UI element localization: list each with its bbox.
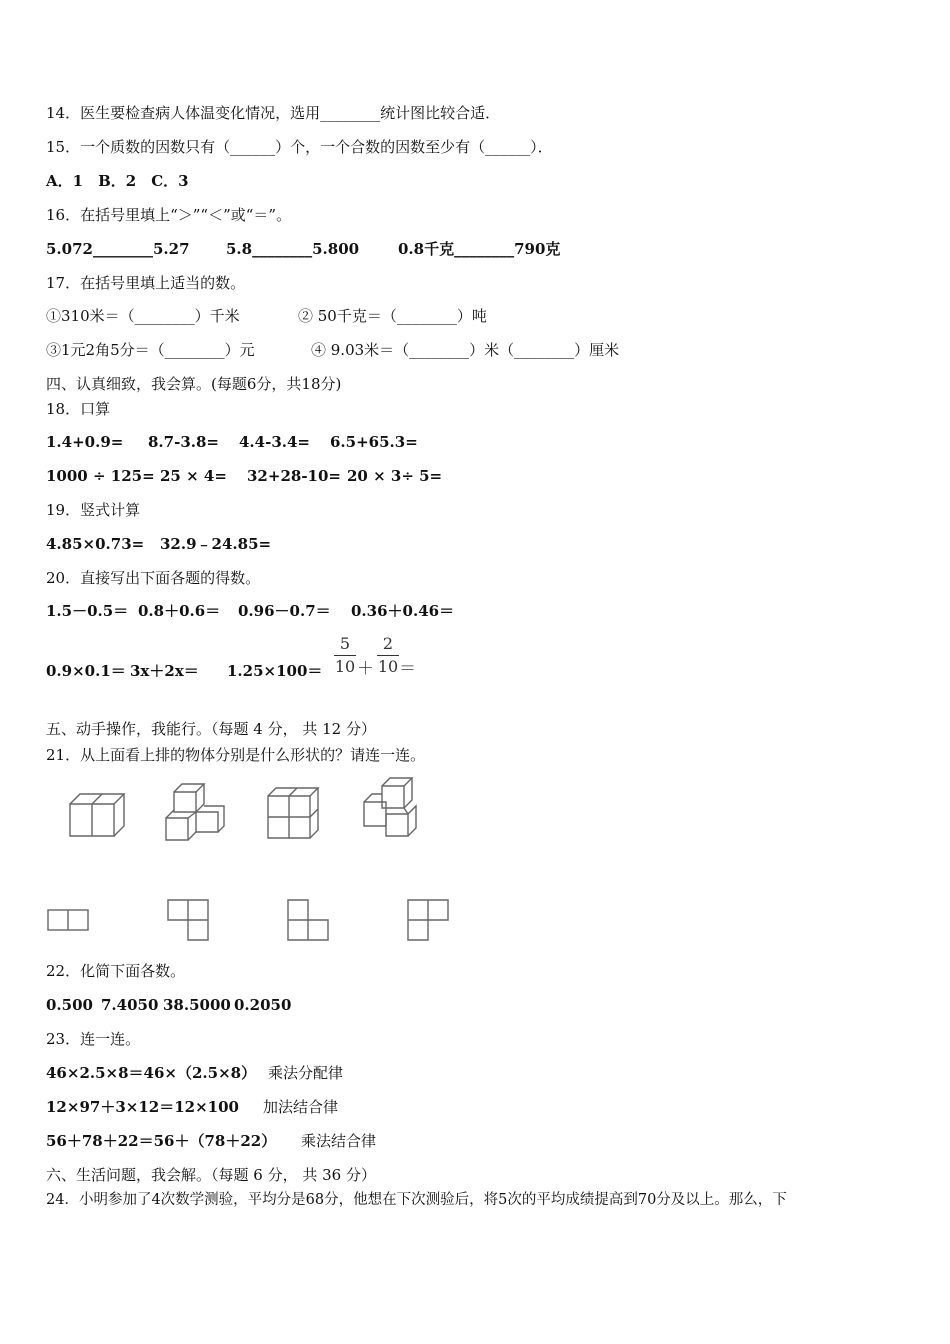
question-20: 20．直接写出下面各题的得数。 bbox=[46, 569, 261, 587]
q22-item-3: 38.5000 bbox=[163, 996, 231, 1014]
q20-r1-1: 1.5－0.5＝ bbox=[46, 602, 129, 620]
fraction-equals: ＝ bbox=[399, 659, 416, 679]
q18-r1-3: 4.4-3.4= bbox=[239, 433, 310, 451]
q17-item-2: ② 50千克＝（________）吨 bbox=[298, 307, 487, 325]
q20-fraction-1 bbox=[334, 634, 356, 677]
q23-law-2: 加法结合律 bbox=[263, 1098, 339, 1116]
q20-r1-3: 0.96－0.7＝ bbox=[238, 602, 331, 620]
q22-item-2: 7.4050 bbox=[101, 996, 159, 1014]
q23-law-1: 乘法分配律 bbox=[268, 1064, 344, 1082]
question-14: 14．医生要检查病人体温变化情况，选用________统计图比较合适． bbox=[46, 104, 501, 122]
q18-r2-1: 1000 ÷ 125= bbox=[46, 467, 155, 485]
fraction-1-numerator: 5 bbox=[339, 634, 351, 653]
q23-law-3: 乘法结合律 bbox=[301, 1132, 377, 1150]
top-view-shape-3 bbox=[286, 898, 332, 944]
question-15-options: A．1 B．2 C．3 bbox=[46, 172, 189, 190]
q17-item-1: ①310米＝（________）千米 bbox=[46, 307, 240, 325]
question-17: 17．在括号里填上适当的数。 bbox=[46, 274, 246, 292]
section-6-heading: 六、生活问题，我会解。（每题 6 分， 共 36 分） bbox=[46, 1166, 376, 1184]
question-19: 19．竖式计算 bbox=[46, 501, 141, 519]
q20-r2-3: 1.25×100＝ bbox=[227, 662, 323, 680]
fraction-1-bar bbox=[334, 655, 356, 656]
cube-stack-figure-3 bbox=[264, 784, 324, 842]
q23-expr-1: 46×2.5×8＝46×（2.5×8） bbox=[46, 1064, 257, 1082]
q20-r2-2: 3x＋2x＝ bbox=[130, 662, 199, 680]
cube-stack-figure-4 bbox=[358, 774, 424, 842]
q16-item-2: 5.8________5.800 bbox=[226, 240, 360, 258]
q18-r1-2: 8.7-3.8= bbox=[148, 433, 219, 451]
fraction-2-numerator: 2 bbox=[382, 634, 394, 653]
question-15: 15．一个质数的因数只有（______）个，一个合数的因数至少有（______）． bbox=[46, 138, 553, 156]
q17-item-3: ③1元2角5分＝（________）元 bbox=[46, 341, 255, 359]
q23-expr-3: 56＋78＋22＝56＋（78＋22） bbox=[46, 1132, 277, 1150]
top-view-shape-2 bbox=[166, 898, 212, 944]
top-view-shape-1 bbox=[47, 908, 91, 934]
question-24: 24．小明参加了4次数学测验，平均分是68分，他想在下次测验后，将5次的平均成绩提高到70分及以上。那么，下 bbox=[46, 1192, 787, 1208]
q18-r2-4: 20 × 3÷ 5= bbox=[347, 467, 443, 485]
q18-r1-1: 1.4+0.9= bbox=[46, 433, 124, 451]
fraction-2-denominator: 10 bbox=[377, 657, 399, 676]
fraction-plus: ＋ bbox=[357, 659, 374, 679]
q19-item-1: 4.85×0.73= bbox=[46, 535, 145, 553]
q20-r1-2: 0.8＋0.6＝ bbox=[138, 602, 221, 620]
question-18: 18．口算 bbox=[46, 400, 111, 418]
cube-stack-figure-2 bbox=[162, 782, 228, 844]
question-21: 21．从上面看上排的物体分别是什么形状的？请连一连。 bbox=[46, 746, 426, 764]
q18-r2-3: 32+28-10= bbox=[247, 467, 341, 485]
cube-stack-figure-1 bbox=[66, 786, 126, 840]
section-4-heading: 四、认真细致，我会算。(每题6分，共18分) bbox=[46, 375, 342, 393]
q19-item-2: 32.9﹣24.85= bbox=[160, 535, 272, 553]
q20-fraction-2 bbox=[377, 634, 399, 677]
q16-item-3: 0.8千克________790克 bbox=[398, 240, 561, 258]
q22-item-1: 0.500 bbox=[46, 996, 93, 1014]
top-view-shape-4 bbox=[406, 898, 452, 944]
q16-item-1: 5.072________5.27 bbox=[46, 240, 190, 258]
q20-r1-4: 0.36＋0.46＝ bbox=[351, 602, 455, 620]
question-16: 16．在括号里填上“＞”“＜”或“＝”。 bbox=[46, 206, 292, 224]
q18-r1-4: 6.5+65.3= bbox=[330, 433, 418, 451]
q23-expr-2: 12×97＋3×12＝12×100 bbox=[46, 1098, 239, 1116]
q20-r2-1: 0.9×0.1＝ bbox=[46, 662, 126, 680]
q18-r2-2: 25 × 4= bbox=[160, 467, 227, 485]
question-22: 22．化简下面各数。 bbox=[46, 962, 186, 980]
q17-item-4: ④ 9.03米＝（________）米（________）厘米 bbox=[311, 341, 620, 359]
section-5-heading: 五、动手操作，我能行。（每题 4 分， 共 12 分） bbox=[46, 720, 376, 738]
fraction-2-bar bbox=[377, 655, 399, 656]
question-23: 23．连一连。 bbox=[46, 1030, 141, 1048]
fraction-1-denominator: 10 bbox=[334, 657, 356, 676]
q22-item-4: 0.2050 bbox=[234, 996, 292, 1014]
